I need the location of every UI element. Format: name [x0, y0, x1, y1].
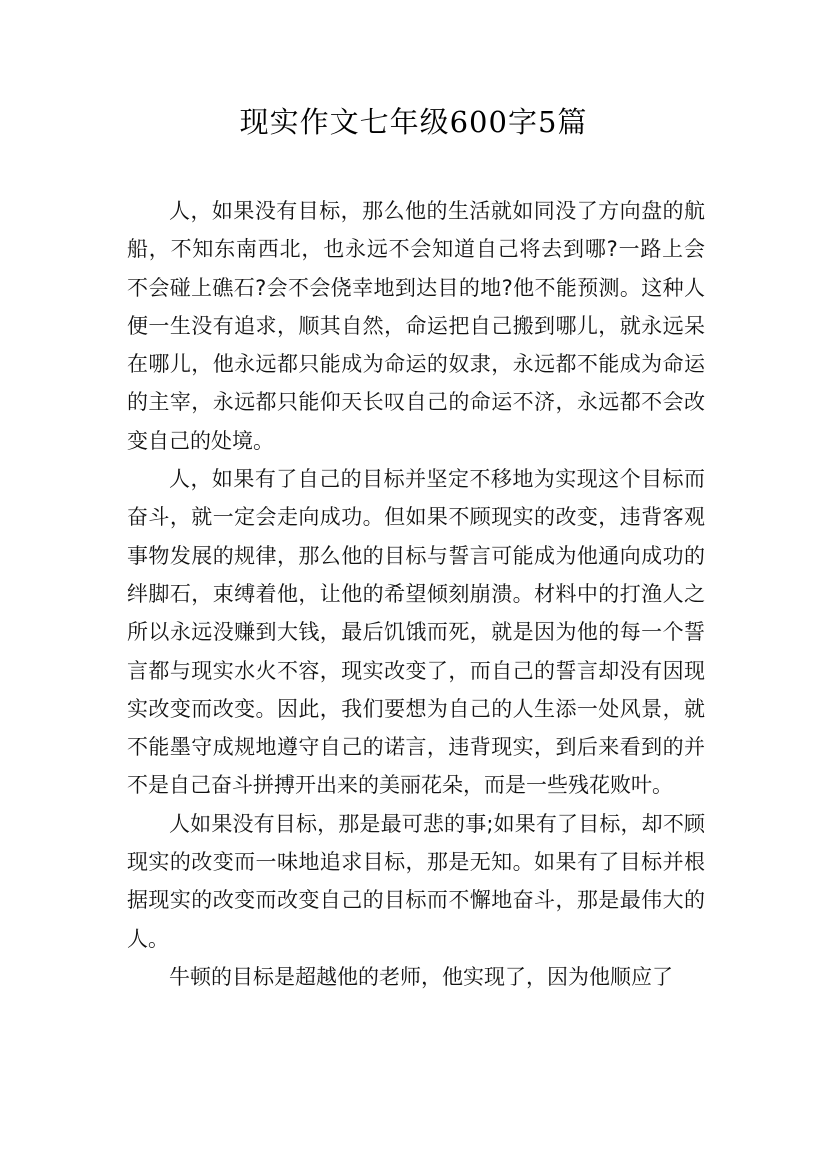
- document-title: 现实作文七年级600字5篇: [239, 105, 588, 139]
- paragraph-4: 牛顿的目标是超越他的老师，他实现了，因为他顺应了: [169, 964, 673, 989]
- paragraph-1: 人，如果没有目标，那么他的生活就如同没了方向盘的航船，不知东南西北，也永远不会知道自己将去到哪?一路上会不会碰上礁石?会不会侥幸地到达目的地?他不能预测。这种人便一生没有追求，顺其自然，命运把自己搬到哪儿，就永远呆在哪儿，他永远都只能成为命运的奴隶，永远都不能成为命运的主宰，永远都只能仰天长叹自己的命运不济，永远都不会改变自己的处境。: [127, 199, 705, 453]
- document-body: [127, 192, 705, 996]
- paragraph-3: 人如果没有目标，那是最可悲的事;如果有了目标，却不顾现实的改变而一味地追求目标，那是无知。如果有了目标并根据现实的改变而改变自己的目标而不懈地奋斗，那是最伟大的人。: [127, 811, 705, 951]
- paragraph-2: 人，如果有了自己的目标并坚定不移地为实现这个目标而奋斗，就一定会走向成功。但如果不顾现实的改变，违背客观事物发展的规律，那么他的目标与誓言可能成为他通向成功的绊脚石，束缚着他，让他的希望倾刻崩溃。材料中的打渔人之所以永远没赚到大钱，最后饥饿而死，就是因为他的每一个誓言都与现实水火不容，现实改变了，而自己的誓言却没有因现实改变而改变。因此，我们要想为自己的人生添一处风景，就不能墨守成规地遵守自己的诺言，违背现实，到后来看到的并不是自己奋斗拼搏开出来的美丽花朵，而是一些残花败叶。: [127, 467, 705, 798]
